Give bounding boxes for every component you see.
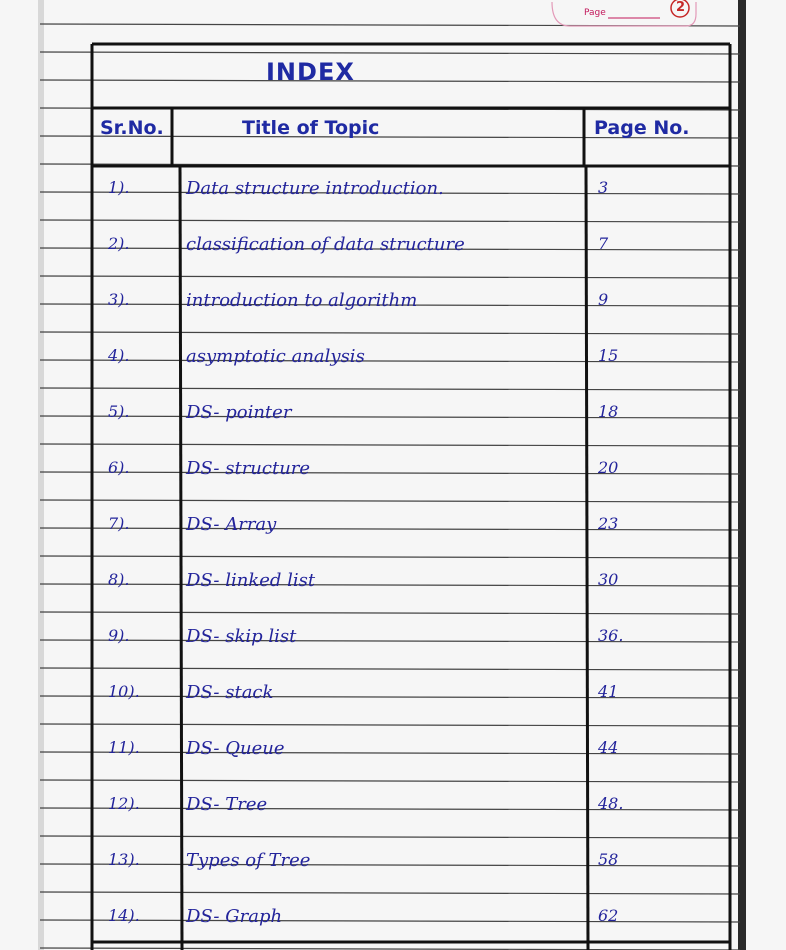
ruled-line [40, 780, 740, 782]
row-page-no: 20 [598, 458, 619, 477]
stamp-label: Page [584, 8, 606, 18]
ruled-line [40, 444, 740, 446]
header-page-no: Page No. [594, 117, 690, 139]
ruled-line [40, 584, 740, 586]
row-page-no: 41 [598, 682, 619, 701]
row-sr-no: 6). [108, 458, 130, 477]
row-topic: DS- structure [186, 458, 311, 479]
row-page-no: 62 [598, 906, 619, 925]
row-page-no: 18 [598, 402, 619, 421]
row-page-no: 3 [598, 178, 609, 197]
ruled-line [40, 80, 740, 82]
row-topic: introduction to algorithm [186, 290, 418, 311]
row-topic: DS- stack [186, 682, 274, 703]
ruled-line [40, 220, 740, 222]
ruled-line [40, 724, 740, 726]
row-sr-no: 3). [108, 290, 130, 309]
ruled-line [40, 500, 740, 502]
row-sr-no: 10). [108, 682, 140, 701]
ruled-line [40, 752, 740, 754]
ruled-line [40, 892, 740, 894]
row-page-no: 44 [598, 738, 619, 757]
row-topic: classification of data structure [186, 234, 465, 255]
ruled-line [40, 920, 740, 922]
ruled-line [40, 864, 740, 866]
ruled-line [40, 276, 740, 278]
ruled-line [40, 836, 740, 838]
row-sr-no: 8). [108, 570, 130, 589]
ruled-line [40, 556, 740, 558]
ruled-line [40, 668, 740, 670]
ruled-line [40, 388, 740, 390]
row-sr-no: 13). [108, 850, 140, 869]
ruled-line [40, 416, 740, 418]
row-sr-no: 7). [108, 514, 130, 533]
row-page-no: 30 [598, 570, 619, 589]
row-sr-no: 12). [108, 794, 140, 813]
ruled-line [40, 528, 740, 530]
page-title: INDEX [266, 58, 355, 86]
row-topic: DS- skip list [186, 626, 297, 647]
row-page-no: 9 [598, 290, 609, 309]
ruled-line [40, 612, 740, 614]
row-sr-no: 1). [108, 178, 130, 197]
row-topic: DS- Graph [186, 906, 283, 927]
row-topic: DS- pointer [186, 402, 292, 423]
row-page-no: 7 [598, 234, 609, 253]
row-topic: DS- linked list [186, 570, 316, 591]
ruled-line [40, 360, 740, 362]
row-sr-no: 11). [108, 738, 140, 757]
row-topic: Data structure introduction. [186, 178, 444, 199]
row-page-no: 36. [598, 626, 624, 645]
header-title: Title of Topic [242, 117, 380, 139]
row-page-no: 48. [598, 794, 624, 813]
row-topic: asymptotic analysis [186, 346, 365, 367]
row-page-no: 23 [598, 514, 619, 533]
row-topic: DS- Array [186, 514, 277, 535]
row-topic: Types of Tree [186, 850, 311, 871]
ruled-line [40, 52, 740, 54]
ruled-line [40, 640, 740, 642]
ruled-line [40, 808, 740, 810]
row-page-no: 15 [598, 346, 619, 365]
row-topic: DS- Tree [186, 794, 268, 815]
page-number-stamp [548, 0, 698, 30]
row-sr-no: 4). [108, 346, 130, 365]
row-sr-no: 14). [108, 906, 140, 925]
row-sr-no: 2). [108, 234, 130, 253]
row-topic: DS- Queue [186, 738, 285, 759]
header-sr-no: Sr.No. [100, 117, 164, 139]
ruled-line [40, 696, 740, 698]
page-number: 2 [676, 0, 686, 15]
row-sr-no: 9). [108, 626, 130, 645]
row-sr-no: 5). [108, 402, 130, 421]
ruled-line [40, 332, 740, 334]
ruled-line [40, 472, 740, 474]
row-page-no: 58 [598, 850, 619, 869]
